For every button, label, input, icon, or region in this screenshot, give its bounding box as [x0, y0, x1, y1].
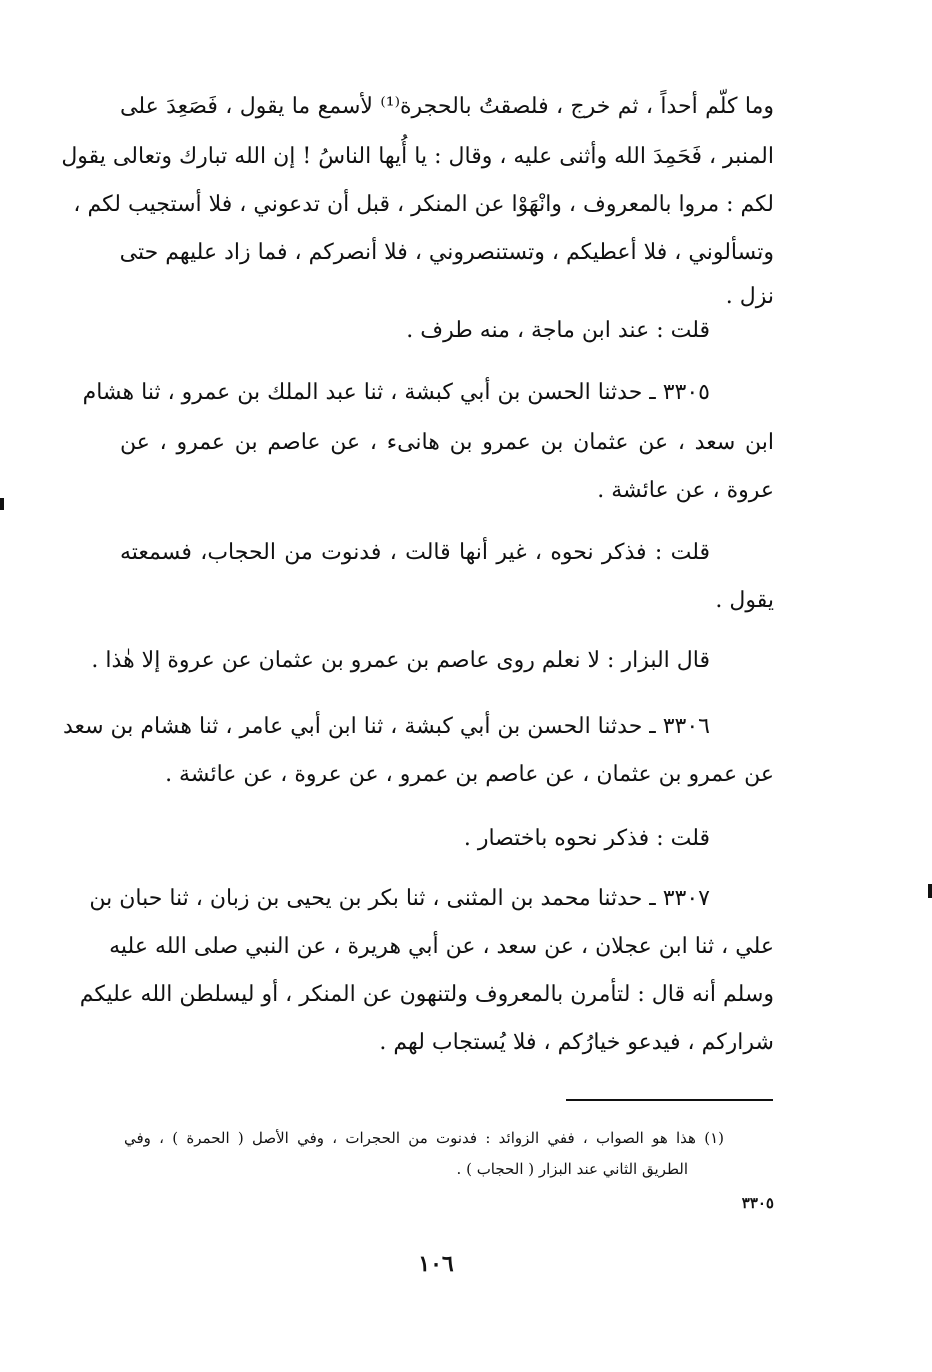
text-line: علي ، ثنا ابن عجلان ، عن سعد ، عن أبي هريرة ، عن النبي صلى الله عليه — [109, 934, 774, 959]
hadith-3307-line: ٣٣٠٧ ـ حدثنا محمد بن المثنى ، ثنا بكر بن يحيى بن زبان ، ثنا حبان بن — [89, 886, 710, 911]
scan-edge-mark — [0, 498, 4, 510]
text-line: قلت : عند ابن ماجة ، منه طرف . — [406, 318, 710, 343]
footnote-reference-number: ٣٣٠٥ — [741, 1194, 774, 1212]
text-line: نزل . — [725, 284, 774, 309]
hadith-3306-line: ٣٣٠٦ ـ حدثنا الحسن بن أبي كبشة ، ثنا ابن أبي عامر ، ثنا هشام بن سعد — [62, 714, 710, 739]
footnote-line: (١) هذا هو الصواب ، ففي الزوائد : فدنوت من الحجرات ، وفي الأصل ( الحمرة ) ، وفي — [124, 1129, 724, 1147]
text-line: قلت : فذكر نحوه ، غير أنها قالت ، فدنوت من الحجاب، فسمعته — [120, 540, 710, 565]
text-line: لكم : مروا بالمعروف ، وانْهَوْا عن المنكر ، قبل أن تدعوني ، فلا أستجيب لكم ، — [73, 192, 774, 217]
text-line: يقول . — [715, 588, 774, 613]
text-line: قلت : فذكر نحوه باختصار . — [463, 826, 710, 851]
hadith-3305-line: ٣٣٠٥ ـ حدثنا الحسن بن أبي كبشة ، ثنا عبد الملك بن عمرو ، ثنا هشام — [82, 380, 710, 405]
text-line: شراركم ، فيدعو خيارُكم ، فلا يُستجاب لهم . — [379, 1030, 774, 1055]
text-line: المنبر ، فَحَمِدَ الله وأثنى عليه ، وقال : يا أُيها الناسُ ! إن الله تبارك وتعالى يقول — [61, 144, 774, 169]
text-line: وما كلّم أحداً ، ثم خرج ، فلصقتُ بالحجرة⁽¹⁾ لأسمع ما يقول ، فَصَعِدَ على — [120, 94, 774, 119]
text-line: قال البزار : لا نعلم روى عاصم بن عمرو بن عثمان عن عروة إلا هٰذا . — [91, 648, 710, 673]
text-line: عروة ، عن عائشة . — [597, 478, 774, 503]
text-line: وتسألوني ، فلا أعطيكم ، وتستنصروني ، فلا أنصركم ، فما زاد عليهم حتى — [119, 240, 774, 265]
text-line: ابن سعد ، عن عثمان بن عمرو بن هانىء ، عن عاصم بن عمرو ، عن — [120, 430, 774, 455]
footnote-separator — [566, 1099, 773, 1101]
text-line: عن عمرو بن عثمان ، عن عاصم بن عمرو ، عن عروة ، عن عائشة . — [165, 762, 774, 787]
scan-edge-mark — [928, 884, 932, 898]
footnote-line: الطريق الثاني عند البزار ( الحجاب ) . — [456, 1160, 688, 1178]
page-number: ١٠٦ — [418, 1251, 454, 1277]
text-line: وسلم أنه قال : لتأمرن بالمعروف ولتنهون عن المنكر ، أو ليسلطن الله عليكم — [79, 982, 774, 1007]
